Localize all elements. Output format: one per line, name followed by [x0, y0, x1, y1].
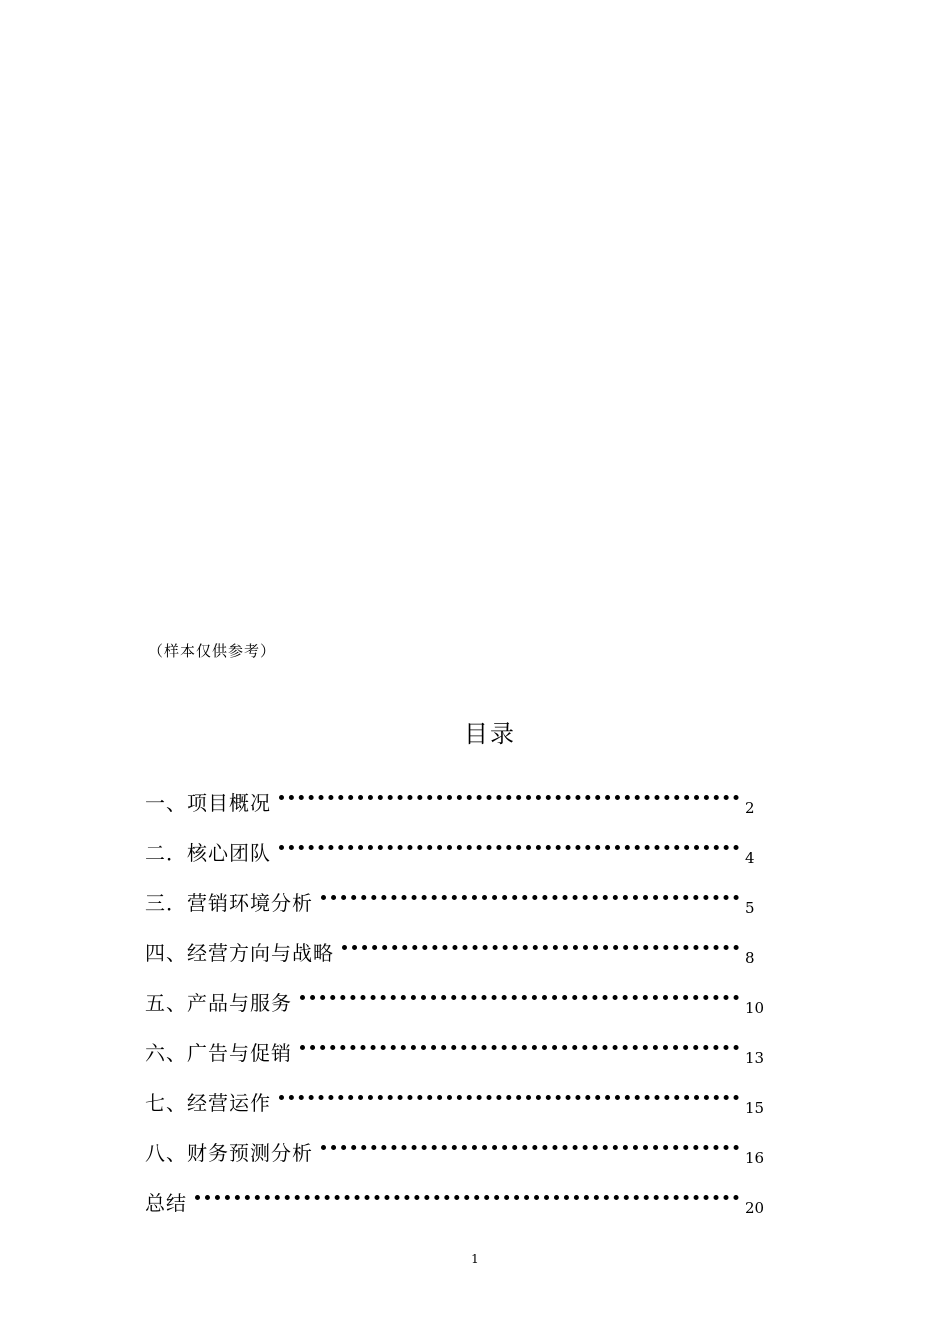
toc-leader-dots	[279, 1095, 739, 1100]
toc-entry[interactable]	[145, 916, 767, 966]
toc-entry[interactable]	[145, 766, 767, 816]
toc-entry-label: 五、产品与服务	[145, 991, 292, 1015]
table-of-contents	[145, 766, 767, 1216]
toc-leader-dots	[321, 1145, 739, 1150]
toc-entry[interactable]	[145, 1066, 767, 1116]
page-number: 1	[471, 1252, 479, 1266]
toc-leader-dots	[279, 845, 739, 850]
toc-leader-dots	[321, 895, 739, 900]
toc-entry[interactable]	[145, 966, 767, 1016]
toc-entry-page: 16	[745, 1149, 765, 1167]
toc-entry-page: 15	[745, 1099, 765, 1117]
toc-entry-label: 七、经营运作	[145, 1091, 271, 1115]
toc-entry-label: 二．核心团队	[145, 841, 271, 865]
toc-entry[interactable]	[145, 866, 767, 916]
toc-entry-page: 10	[745, 999, 765, 1017]
toc-entry[interactable]	[145, 1016, 767, 1066]
toc-entry-label: 四、经营方向与战略	[145, 941, 334, 965]
toc-entry-page: 5	[745, 899, 755, 917]
toc-entry[interactable]	[145, 1166, 767, 1216]
toc-entry-page: 13	[745, 1049, 765, 1067]
toc-entry[interactable]	[145, 816, 767, 866]
toc-entry-label: 六、广告与促销	[145, 1041, 292, 1065]
toc-entry-label: 三．营销环境分析	[145, 891, 313, 915]
toc-entry-page: 2	[745, 799, 755, 817]
toc-entry-page: 20	[745, 1199, 765, 1217]
toc-leader-dots	[300, 995, 739, 1000]
toc-entry-label: 八、财务预测分析	[145, 1141, 313, 1165]
toc-entry-page: 8	[745, 949, 755, 967]
toc-entry-label: 一、项目概况	[145, 791, 271, 815]
toc-leader-dots	[279, 795, 739, 800]
toc-leader-dots	[300, 1045, 739, 1050]
toc-entry-label: 总结	[145, 1191, 187, 1215]
toc-leader-dots	[342, 945, 739, 950]
toc-title: 目录	[464, 720, 516, 748]
sample-note: （样本仅供参考）	[148, 642, 277, 660]
toc-leader-dots	[195, 1195, 739, 1200]
toc-entry-page: 4	[745, 849, 755, 867]
toc-entry[interactable]	[145, 1116, 767, 1166]
